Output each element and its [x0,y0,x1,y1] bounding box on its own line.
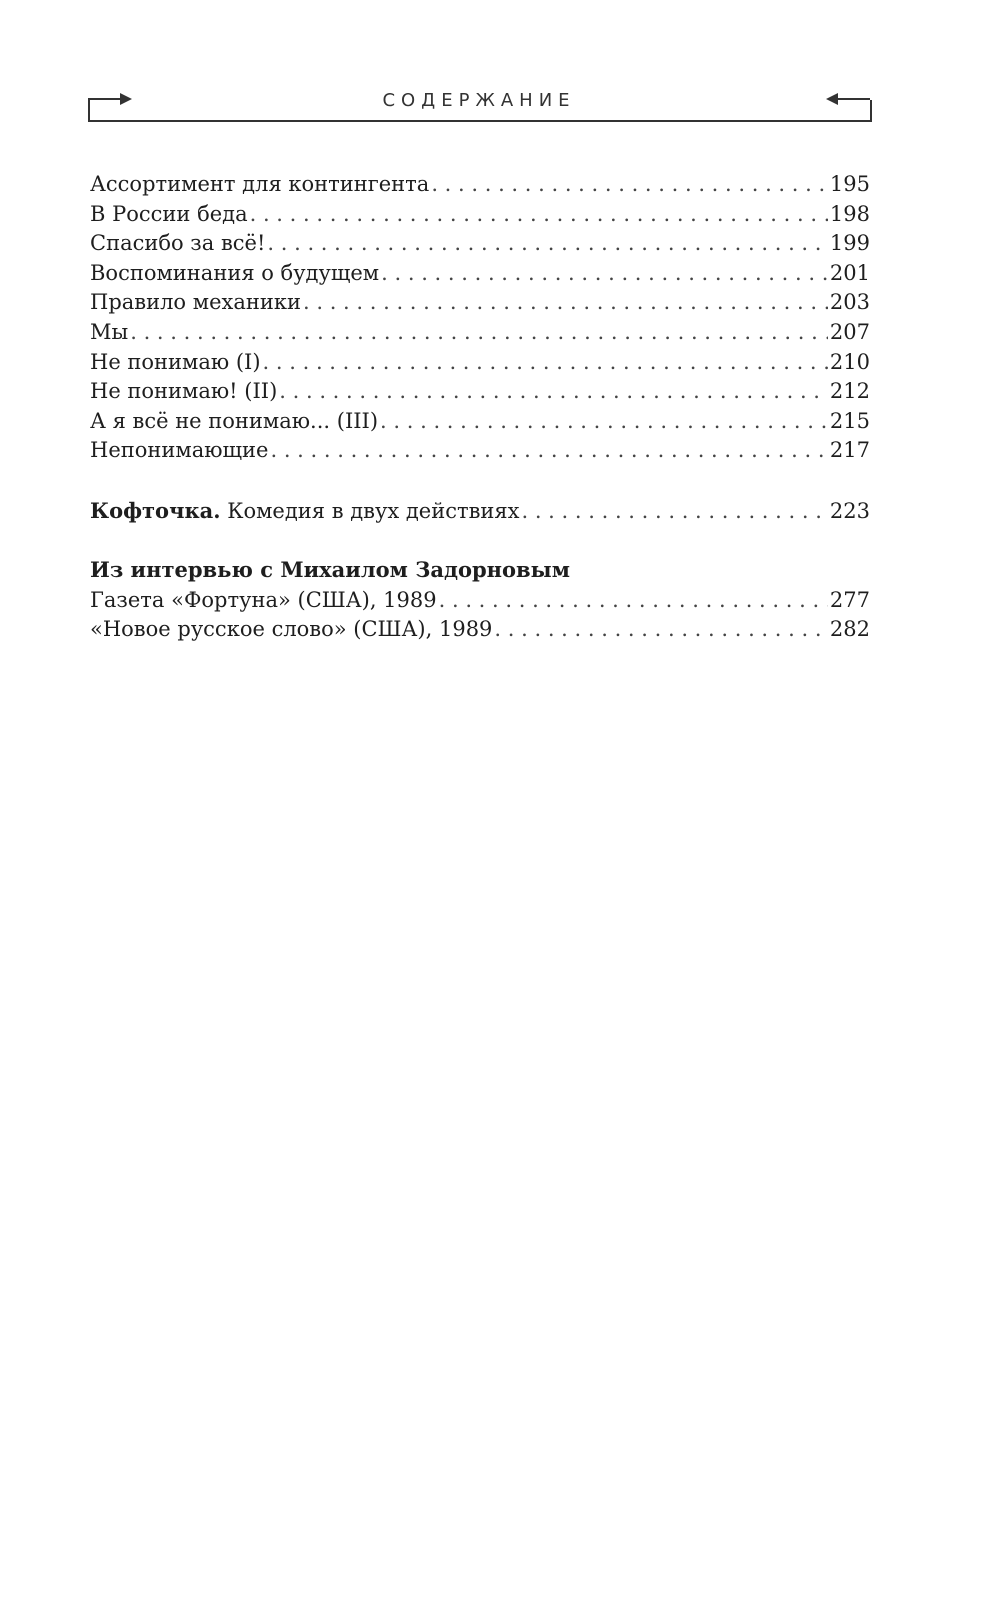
toc-entry-page: 203 [829,290,870,315]
toc-entry-title: Спасибо за всё! [90,231,266,256]
toc-entry-page: 217 [829,438,870,463]
toc-entry [90,200,870,230]
toc-entry-page: 210 [829,349,870,374]
toc-entry-page: 199 [829,231,870,256]
toc-entry-title: Ассортимент для контингента [90,172,430,196]
toc-entry-play [90,496,870,526]
toc-entry [90,288,870,318]
toc-entry-page: 195 [829,172,870,196]
dot-leader [263,348,828,378]
dot-leader [270,436,827,466]
toc-entry [90,615,870,645]
toc-entry-title: Непонимающие [90,438,269,463]
toc-entry-title: «Новое русское слово» (США), 1989 [90,617,493,642]
table-of-contents [90,170,870,645]
toc-entry-title: Не понимаю! (II) [90,379,278,404]
dot-leader [250,200,828,230]
dot-leader [439,586,828,616]
toc-entry-title: А я всё не понимаю... (III) [90,408,379,433]
toc-entry-title: Правило механики [90,290,301,315]
toc-entry [90,348,870,378]
toc-entry-title: Мы [90,319,129,344]
dot-leader [279,377,828,407]
section-heading: Из интервью с Михаилом Задорновым [90,556,570,582]
spacer [90,526,870,554]
toc-entry-title: Газета «Фортуна» (США), 1989 [90,587,437,612]
toc-entry-title: Не понимаю (I) [90,349,261,374]
play-title: Кофточка. [90,497,221,523]
dot-leader [130,318,828,348]
toc-entry-page: 277 [829,587,870,612]
page-title: СОДЕРЖАНИЕ [382,90,576,111]
toc-entry [90,170,870,200]
toc-entry-page: 282 [829,617,870,642]
running-header [88,90,870,122]
dot-leader [303,288,828,318]
dot-leader [494,615,827,645]
toc-entry [90,318,870,348]
dot-leader [267,229,828,259]
toc-entry-page: 223 [829,498,870,523]
dot-leader [381,259,828,289]
toc-entry-page: 215 [829,408,870,433]
dot-leader [380,407,828,437]
toc-entry-title: В России беда [90,201,248,226]
spacer [90,466,870,496]
toc-entry-page: 207 [829,319,870,344]
dot-leader [431,170,828,200]
toc-entry [90,229,870,259]
toc-entry-page: 212 [829,379,870,404]
toc-entry-title: Воспоминания о будущем [90,260,380,285]
dot-leader [521,497,827,527]
toc-entry-page: 201 [829,260,870,285]
toc-entry [90,436,870,466]
toc-entry [90,259,870,289]
toc-entry-title [90,496,519,527]
toc-entry-page: 198 [829,201,870,226]
toc-entry [90,586,870,616]
toc-entry [90,407,870,437]
play-subtitle: Комедия в двух действиях [220,498,520,523]
toc-entry [90,377,870,407]
